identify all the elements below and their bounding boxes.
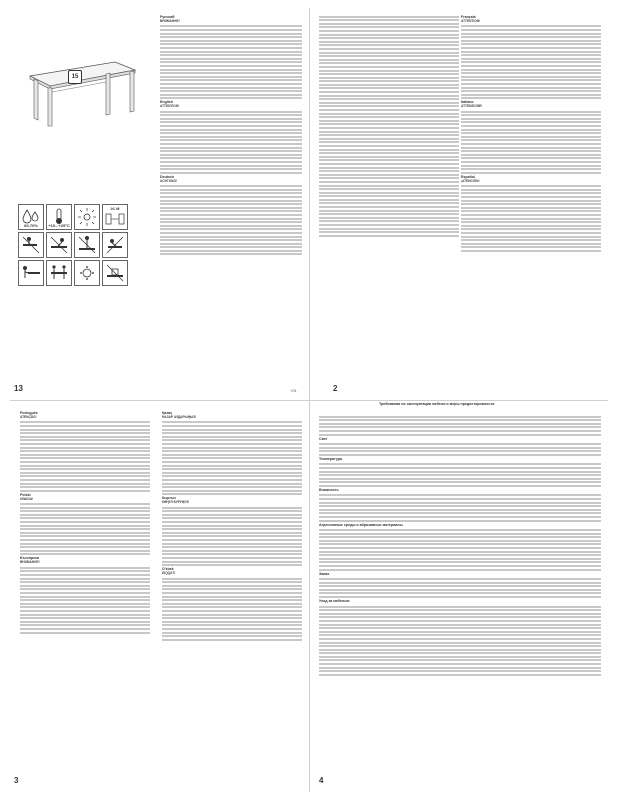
heading-french: Français (461, 15, 476, 19)
page-4 (309, 400, 608, 792)
q4-text-column (319, 414, 601, 677)
sit-on-edge-icon (18, 232, 44, 258)
heading-kazakh: Қазақ (162, 411, 172, 415)
lift-desk-icon (46, 260, 72, 286)
attention-polish: UWAGA! (20, 496, 34, 501)
attention-portuguese: ATENÇÃO! (20, 414, 37, 419)
attention-kazakh: НАЗАР АУДАРЫҢЫЗ! (162, 414, 197, 419)
q1-text-column (160, 14, 302, 257)
page-number-13: 13 (14, 384, 23, 393)
heading-uzbek: O'zbek (162, 567, 174, 572)
page-2 (309, 8, 608, 400)
no-lean-icon (46, 232, 72, 258)
page-3 (10, 400, 309, 792)
section-humidity: Влажность (319, 487, 339, 492)
attention-french: ATTENTION! (461, 18, 481, 23)
temperature-label: +10...+25°C (48, 223, 70, 228)
no-climb-icon (102, 232, 128, 258)
attention-russian: ВНИМАНИЕ! (160, 18, 180, 23)
product-code: +01 (290, 388, 297, 393)
distance-label: ≥1 M (110, 206, 120, 211)
heading-english: English (160, 100, 173, 105)
tighten-screws-icon (74, 260, 100, 286)
attention-bulgarian: ВНИМАНИЕ! (20, 560, 40, 565)
q3-left-column (20, 410, 150, 635)
move-desk-icon (18, 260, 44, 286)
heading-portuguese: Português (20, 411, 38, 415)
attention-kyrgyz: КӨҢҮЛ БУРУҢУЗ! (162, 500, 190, 505)
desk-illustration (20, 48, 140, 128)
heading-polish: Polski (20, 492, 31, 497)
heading-italian: Italiano (461, 100, 474, 105)
section-temperature: Температура (319, 456, 342, 461)
weight-badge-value: 15 (71, 74, 79, 80)
humidity-icon (18, 204, 44, 230)
page-number-2: 2 (333, 384, 338, 393)
page-number-3: 3 (14, 776, 19, 785)
no-weight-icon (102, 260, 128, 286)
sun-icon (74, 204, 100, 230)
heading-deutsch: Deutsch (160, 174, 175, 179)
page-number-4: 4 (319, 776, 324, 785)
q4-title: Требования по эксплуатации мебели и меры предосторожности (379, 402, 495, 406)
attention-italian: ATTENZIONE! (461, 104, 483, 109)
q2-right-column (461, 14, 601, 253)
no-stand-icon (74, 232, 100, 258)
section-care: Уход за мебелью (319, 599, 350, 604)
instruction-sheet (10, 8, 608, 792)
pictogram-grid (18, 204, 128, 286)
attention-english: ATTENTION! (160, 104, 180, 109)
attention-uzbek: DIQQAT! (162, 571, 176, 576)
section-smell: Запах (319, 571, 330, 576)
q3-right-column (162, 410, 302, 642)
heading-bulgarian: Български (20, 556, 40, 561)
weight-badge (68, 70, 82, 84)
temperature-icon (46, 204, 72, 230)
attention-deutsch: ACHTUNG! (160, 178, 177, 183)
heading-kyrgyz: Кыргыз (162, 496, 176, 501)
distance-icon (102, 204, 128, 230)
section-aggressive-media: Агрессивные среды и абразивные материалы (319, 522, 403, 527)
q2-left-column (319, 14, 459, 238)
humidity-label: 60-70% (24, 223, 38, 228)
section-light: Свет (319, 436, 328, 441)
heading-spanish: Español (461, 174, 475, 179)
page-13 (10, 8, 309, 400)
attention-spanish: ¡ATENCIÓN! (461, 178, 480, 183)
heading-russian: Русский (160, 15, 175, 19)
